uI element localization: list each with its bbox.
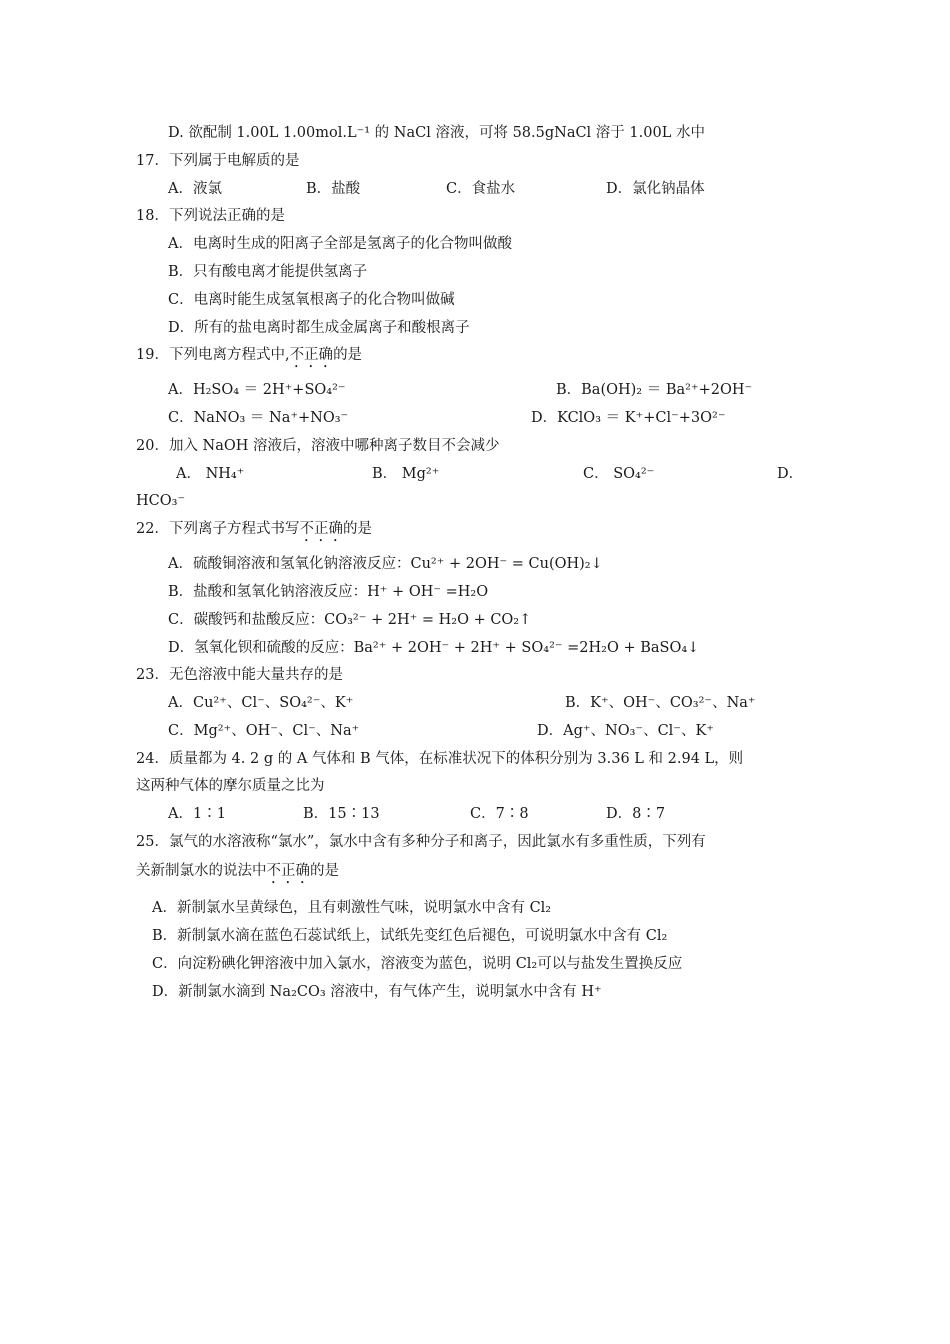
q24-stem-line1: 24．质量都为 4. 2 g 的 A 气体和 B 气体，在标准状况下的体积分别为 3.36 L 和 2.94 L，则 [136,751,744,767]
q25-option-c: C．向淀粉碘化钾溶液中加入氯水，溶液变为蓝色，说明 Cl₂可以与盐发生置换反应 [152,956,683,972]
q25-option-a: A．新制氯水呈黄绿色，且有刺激性气味，说明氯水中含有 Cl₂ [152,900,552,916]
q23-stem: 23．无色溶液中能大量共存的是 [136,667,343,683]
q20-option-a: A． NH₄⁺ [176,466,245,482]
q22-stem [136,519,372,545]
q24-option-a: A．1∶1 [168,806,226,822]
q20-option-d: D． [777,466,804,482]
q23-option-d: D．Ag⁺、NO₃⁻、Cl⁻、K⁺ [537,723,714,739]
q25-option-b: B．新制氯水滴在蓝色石蕊试纸上，试纸先变红色后褪色，可说明氯水中含有 Cl₂ [152,928,668,944]
q22-option-b: B．盐酸和氢氧化钠溶液反应：H⁺ + OH⁻ =H₂O [168,584,489,600]
q24-option-d: D．8∶7 [606,806,666,822]
q25-stem-line1: 25．氯气的水溶液称“氯水”，氯水中含有多种分子和离子，因此氯水有多重性质，下列有 [136,834,706,850]
q25-stem-emphasis: 不正确 [266,863,310,879]
q22-stem-pre: 22．下列离子方程式书写 [136,521,300,537]
q22-option-d: D．氢氧化钡和硫酸的反应：Ba²⁺ + 2OH⁻ + 2H⁺ + SO₄²⁻ =2H₂O + BaSO₄↓ [168,640,700,656]
q19-option-c: C．NaNO₃ ＝ Na⁺+NO₃⁻ [168,410,349,426]
q24-option-b: B．15∶13 [303,806,380,822]
q18-option-a: A．电离时生成的阳离子全部是氢离子的化合物叫做酸 [168,236,512,252]
q17-option-a: A．液氯 [168,181,222,197]
q19-option-b: B．Ba(OH)₂ ＝ Ba²⁺+2OH⁻ [556,382,753,398]
q17-option-d: D．氯化钠晶体 [606,181,705,197]
q17-option-c: C．食盐水 [446,181,516,197]
q22-stem-emphasis: 不正确 [299,521,343,537]
q22-stem-post: 的是 [342,521,372,537]
q20-option-c: C． SO₄²⁻ [583,466,655,482]
q19-stem-post: 的是 [333,347,363,363]
q25-stem-line2 [136,861,339,887]
q18-stem: 18．下列说法正确的是 [136,208,285,224]
q25-stem-post: 的是 [310,863,339,879]
q23-option-c: C．Mg²⁺、OH⁻、Cl⁻、Na⁺ [168,723,360,739]
q25-option-d: D．新制氯水滴到 Na₂CO₃ 溶液中，有气体产生，说明氯水中含有 H⁺ [152,984,602,1000]
q18-option-c: C．电离时能生成氢氧根离子的化合物叫做碱 [168,292,455,308]
q19-stem-pre: 19．下列电离方程式中, [136,347,290,363]
q17-stem: 17．下列属于电解质的是 [136,153,300,169]
q18-option-d: D．所有的盐电离时都生成金属离子和酸根离子 [168,320,470,336]
q19-stem [136,345,362,371]
q19-option-d: D．KClO₃ ＝ K⁺+Cl⁻+3O²⁻ [531,410,726,426]
q23-option-b: B．K⁺、OH⁻、CO₃²⁻、Na⁺ [565,695,756,711]
q19-stem-emphasis: 不正确 [289,347,334,363]
q17-option-b: B．盐酸 [306,181,361,197]
q22-option-c: C．碳酸钙和盐酸反应：CO₃²⁻ + 2H⁺ = H₂O + CO₂↑ [168,612,532,628]
q18-option-b: B．只有酸电离才能提供氢离子 [168,264,368,280]
q20-option-d-continued: HCO₃⁻ [136,493,186,509]
q23-option-a: A．Cu²⁺、Cl⁻、SO₄²⁻、K⁺ [168,695,354,711]
q16-option-d: D. 欲配制 1.00L 1.00mol.L⁻¹ 的 NaCl 溶液，可将 58.5gNaCl 溶于 1.00L 水中 [168,125,705,141]
q20-stem: 20．加入 NaOH 溶液后，溶液中哪种离子数目不会减少 [136,438,500,454]
q24-option-c: C．7∶8 [470,806,529,822]
q24-stem-line2: 这两种气体的摩尔质量之比为 [136,778,325,794]
q20-option-b: B． Mg²⁺ [372,466,440,482]
q22-option-a: A．硫酸铜溶液和氢氧化钠溶液反应：Cu²⁺ + 2OH⁻ = Cu(OH)₂↓ [168,556,603,572]
q19-option-a: A．H₂SO₄ ＝ 2H⁺+SO₄²⁻ [168,382,346,398]
q25-stem-pre: 关新制氯水的说法中 [136,863,267,879]
